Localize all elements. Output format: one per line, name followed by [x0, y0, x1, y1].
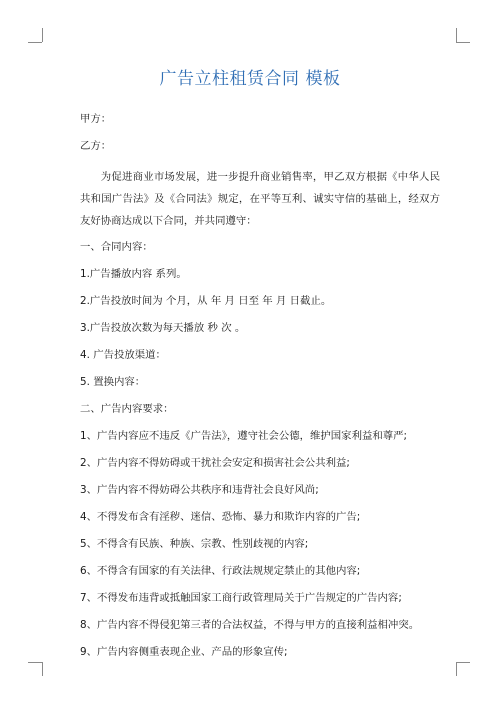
section1-heading: 一、合同内容： [80, 241, 153, 253]
intro-paragraph: 为促进商业市场发展，进一步提升商业销售率，甲乙双方根据《中华人民共和国广告法》及《合同法》规定，在平等互利、诚实守信的基础上，经双方友好协商达成以下合同，并共同遵守： [80, 171, 440, 227]
section1-item: 1.广告播放内容 系列。 [80, 268, 187, 280]
section2-item: 3、广告内容不得妨碍公共秩序和违背社会良好风尚; [80, 484, 319, 496]
section1-item: 4. 广告投放渠道： [80, 349, 166, 361]
section2-item: 7、不得发布违背或抵触国家工商行政管理局关于广告规定的广告内容; [80, 592, 402, 604]
section1-item: 2.广告投放时间为 个月，从 年 月 日至 年 月 日截止。 [80, 295, 332, 307]
document-body [80, 112, 440, 660]
section1-item: 3.广告投放次数为每天播放 秒 次 。 [80, 322, 246, 334]
party-a-line: 甲方： [80, 113, 112, 125]
section2-heading: 二、广告内容要求： [80, 403, 174, 415]
section2-item: 9、广告内容侧重表现企业、产品的形象宣传; [80, 646, 288, 658]
document-title: 广告立柱租赁合同 模板 [159, 69, 341, 89]
section2-item: 8、广告内容不得侵犯第三者的合法权益，不得与甲方的直接利益相冲突。 [80, 619, 420, 631]
section2-item: 5、不得含有民族、种族、宗教、性别歧视的内容; [80, 538, 309, 550]
section2-item: 2、广告内容不得妨碍或干扰社会安定和损害社会公共利益; [80, 457, 350, 469]
section2-item: 1、广告内容应不违反《广告法》，遵守社会公德，维护国家利益和尊严; [80, 430, 408, 442]
section2-item: 4、不得发布含有淫秽、迷信、恐怖、暴力和欺诈内容的广告; [80, 511, 361, 523]
section2-item: 6、不得含有国家的有关法律、行政法规规定禁止的其他内容; [80, 565, 361, 577]
section1-item: 5. 置换内容： [80, 376, 146, 388]
party-b-line: 乙方： [80, 140, 112, 152]
